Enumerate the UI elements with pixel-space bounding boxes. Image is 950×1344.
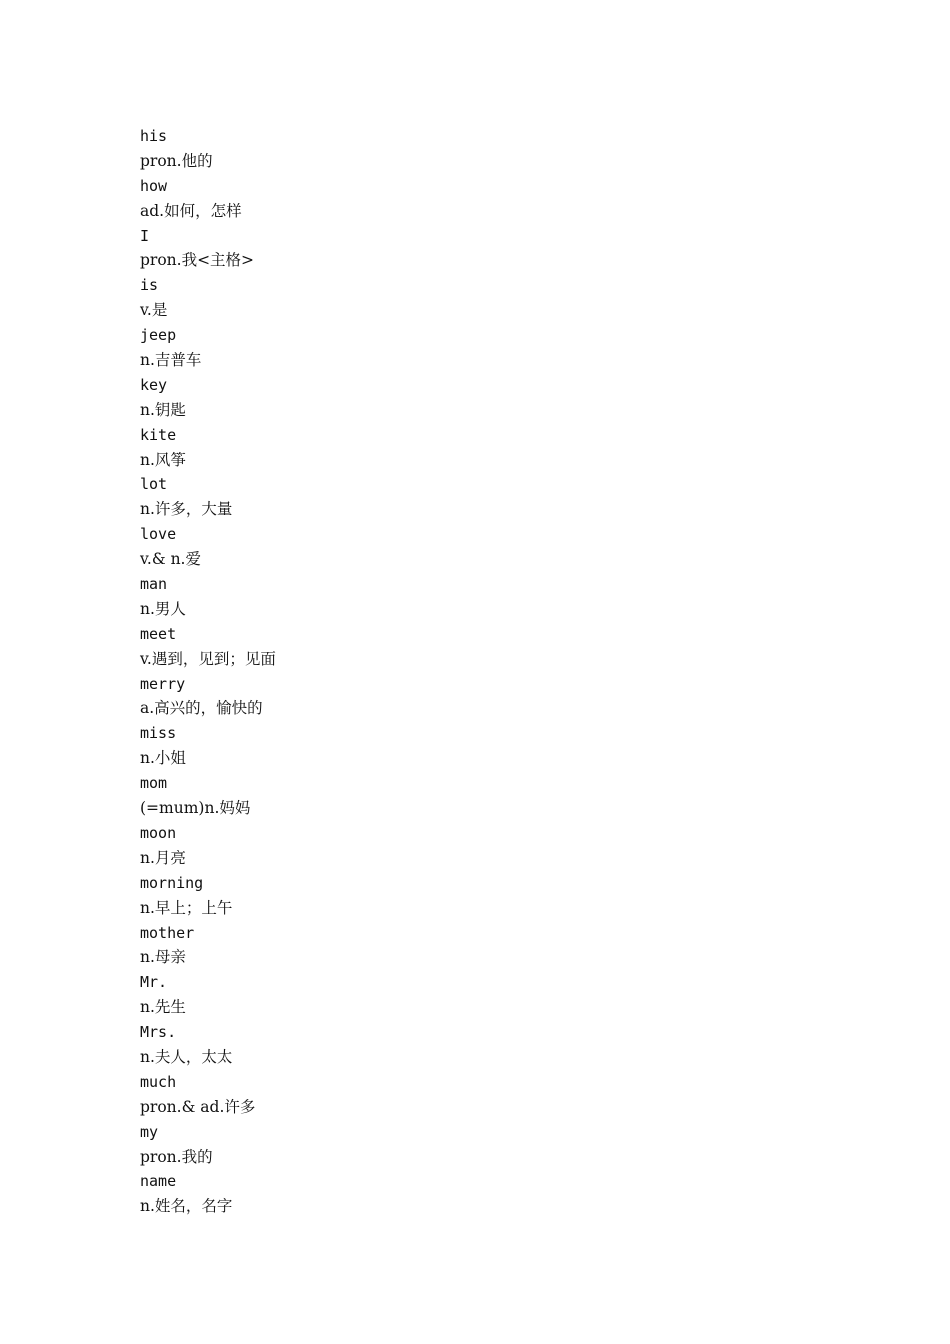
entry-word: Mr. [140, 973, 168, 992]
entry-word: jeep [140, 326, 177, 345]
entry-definition: n.许多，大量 [140, 500, 233, 519]
entry-word: kite [140, 425, 177, 444]
entry-word: merry [140, 674, 186, 693]
entry-word: love [140, 525, 177, 544]
entry-definition: pron.我<主格> [140, 251, 255, 270]
entry-word: much [140, 1072, 177, 1091]
entry-word: meet [140, 624, 177, 643]
entry-word: mom [140, 774, 168, 793]
entry-definition: a.高兴的，愉快的 [140, 699, 263, 718]
entry-word: lot [140, 475, 168, 494]
entry-word: mother [140, 923, 195, 942]
entry-definition: v.& n.爱 [140, 550, 201, 569]
entry-definition: n.月亮 [140, 848, 186, 867]
entry-definition: ad.如何，怎样 [140, 201, 242, 220]
entry-definition: n.夫人，太太 [140, 1047, 233, 1066]
entry-word: morning [140, 873, 204, 892]
entry-definition: n.先生 [140, 998, 186, 1017]
entry-word: key [140, 375, 168, 394]
vocabulary-list [140, 124, 840, 1219]
entry-definition: pron.他的 [140, 151, 213, 170]
entry-definition: n.钥匙 [140, 400, 186, 419]
entry-word: name [140, 1172, 177, 1191]
entry-definition: n.早上；上午 [140, 898, 233, 917]
entry-definition: n.风筝 [140, 450, 186, 469]
entry-word: my [140, 1122, 159, 1141]
entry-definition: v.遇到，见到；见面 [140, 649, 276, 668]
entry-definition: pron.我的 [140, 1147, 213, 1166]
entry-word: how [140, 176, 168, 195]
entry-word: Mrs. [140, 1023, 177, 1042]
entry-definition: v.是 [140, 301, 168, 320]
entry-word: I [140, 226, 150, 245]
entry-definition: n.姓名，名字 [140, 1197, 233, 1216]
entry-word: is [140, 276, 159, 295]
entry-definition: n.母亲 [140, 948, 186, 967]
entry-word: moon [140, 823, 177, 842]
entry-word: miss [140, 724, 177, 743]
entry-definition: n.小姐 [140, 749, 186, 768]
entry-word: man [140, 575, 168, 594]
entry-definition: n.吉普车 [140, 351, 202, 370]
entry-word: his [140, 127, 168, 145]
entry-definition: n.男人 [140, 599, 186, 618]
entry-definition: (=mum)n.妈妈 [140, 799, 251, 818]
entry-definition: pron.& ad.许多 [140, 1097, 256, 1116]
